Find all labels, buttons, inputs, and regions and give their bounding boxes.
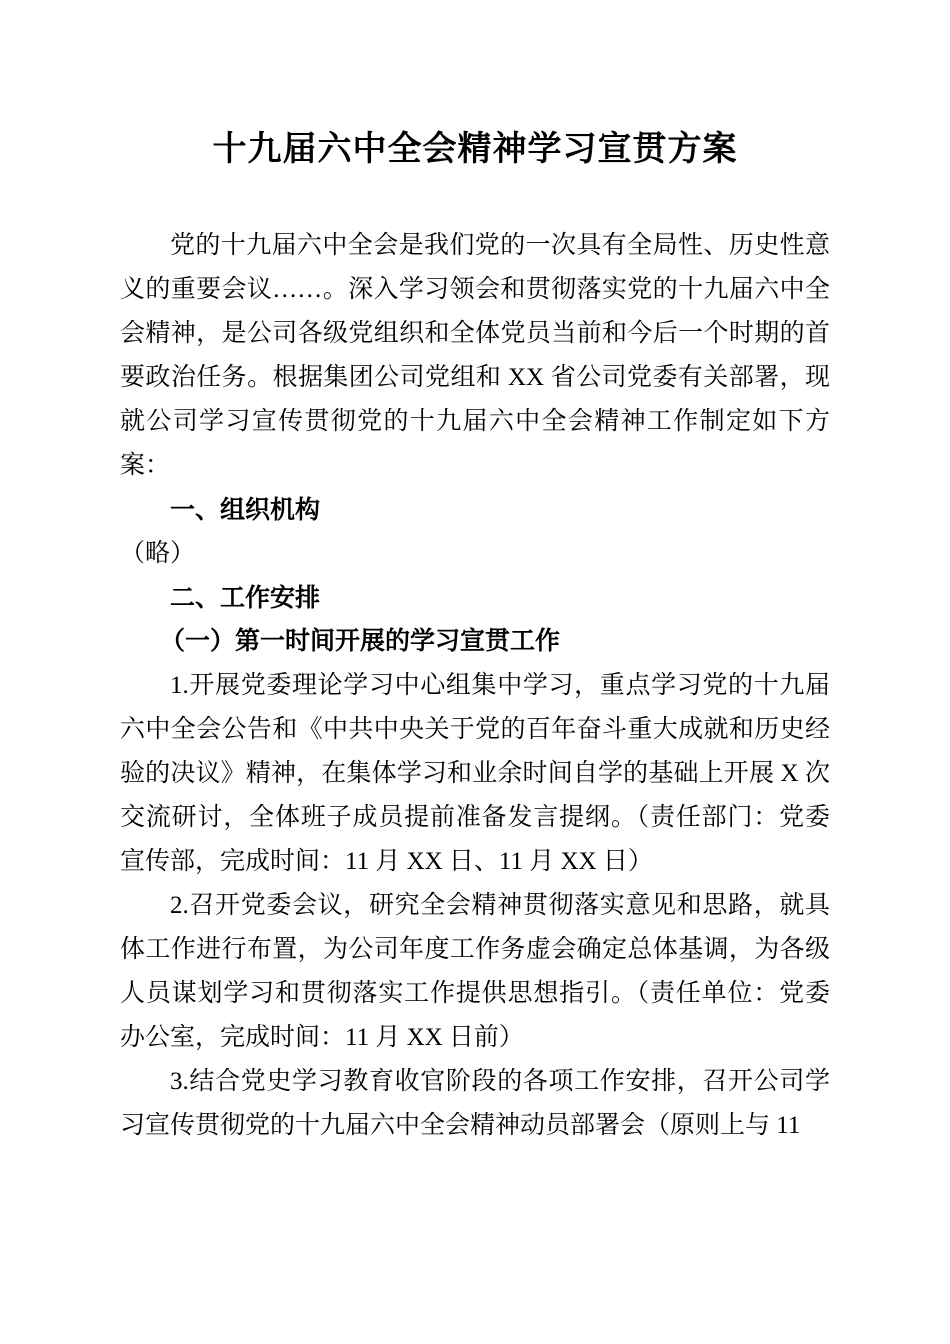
paragraph-intro: 党的十九届六中全会是我们党的一次具有全局性、历史性意义的重要会议……。深入学习领会和贯彻落实党的十九届六中全会精神，是公司各级党组织和全体党员当前和今后一个时期的首要政治任务。根据集团公司党组和 XX 省公司党委有关部署，现就公司学习宣传贯彻党的十九届六中全会精神工作制定如下方案： [120, 232, 830, 480]
section-heading-organization: 一、组织机构 [170, 496, 321, 525]
paragraph-item-2: 2.召开党委会议，研究全会精神贯彻落实意见和思路，就具体工作进行布置，为公司年度工作务虚会确定总体基调，为各级人员谋划学习和贯彻落实工作提供思想指引。（责任单位：党委办公室，完成时间：11 月 XX 日前） [120, 892, 830, 1052]
paragraph-item-1: 1.开展党委理论学习中心组集中学习，重点学习党的十九届六中全会公告和《中共中央关于党的百年奋斗重大成就和历史经验的决议》精神，在集体学习和业余时间自学的基础上开展 X 次交流研讨，全体班子成员提前准备发言提纲。（责任部门：党委宣传部，完成时间：11 月 XX 日、11 月 XX 日） [120, 672, 830, 876]
subsection-heading-first-phase: （一）第一时间开展的学习宣贯工作 [160, 628, 561, 656]
section-heading-work-arrangement: 二、工作安排 [170, 584, 321, 613]
document-title: 十九届六中全会精神学习宣贯方案 [212, 131, 738, 168]
document-body [120, 224, 830, 1148]
paragraph-item-3: 3.结合党史学习教育收官阶段的各项工作安排，召开公司学习宣传贯彻党的十九届六中全会精神动员部署会（原则上与 11 [120, 1068, 830, 1140]
paragraph-omitted: （略） [120, 540, 196, 568]
